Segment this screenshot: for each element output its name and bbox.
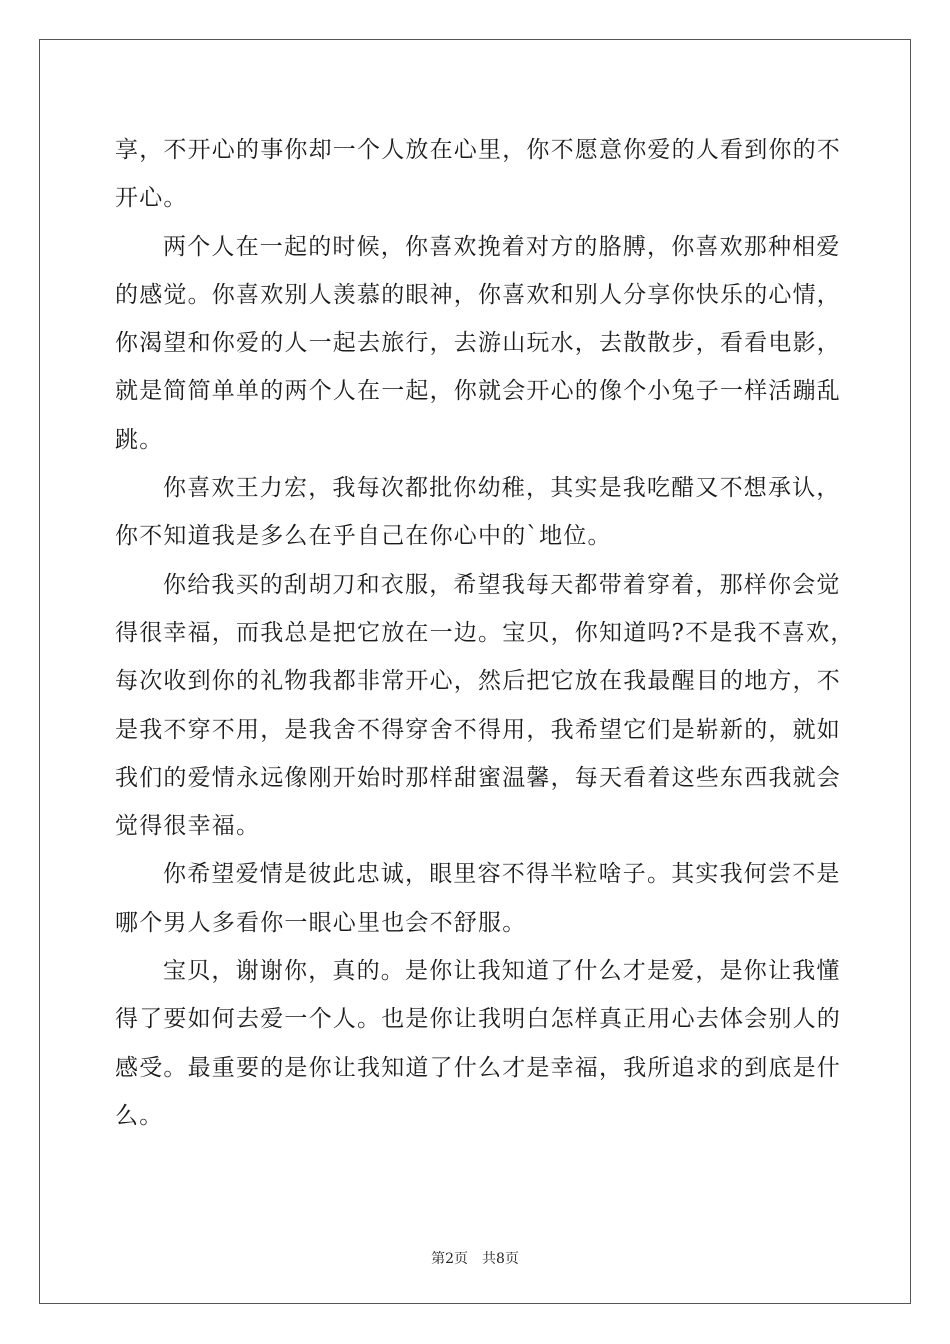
text-line: 两个人在一起的时候，你喜欢挽着对方的胳膊，你喜欢那种相爱 [163, 233, 841, 260]
text-line: 我们的爱情永远像刚开始时那样甜蜜温馨，每天看着这些东西我就会 [115, 764, 841, 791]
text-line: 感受。最重要的是你让我知道了什么才是幸福，我所追求的到底是什 [115, 1054, 841, 1081]
text-line: 你不知道我是多么在乎自己在你心中的`地位。 [115, 523, 612, 550]
text-line: 就是简简单单的两个人在一起，你就会开心的像个小兔子一样活蹦乱 [115, 378, 841, 405]
text-line: 你希望爱情是彼此忠诚，眼里容不得半粒啥子。其实我何尝不是 [163, 861, 841, 888]
text-line: 么。 [115, 1102, 164, 1129]
text-line: 跳。 [115, 426, 164, 453]
text-line: 宝贝，谢谢你，真的。是你让我知道了什么才是爱，是你让我懂 [163, 958, 841, 985]
text-line: 哪个男人多看你一眼心里也会不舒服。 [115, 909, 527, 936]
text-line: 每次收到你的礼物我都非常开心，然后把它放在我最醒目的地方，不 [115, 668, 841, 695]
text-line: 你给我买的刮胡刀和衣服，希望我每天都带着穿着，那样你会觉 [163, 571, 841, 598]
text-line: 享，不开心的事你却一个人放在心里，你不愿意你爱的人看到你的不 [115, 137, 841, 163]
page-footer [0, 1248, 950, 1268]
text-line: 是我不穿不用，是我舍不得穿舍不得用，我希望它们是崭新的，就如 [115, 716, 841, 743]
text-line: 的感觉。你喜欢别人羡慕的眼神，你喜欢和别人分享你快乐的心情， [115, 281, 841, 308]
text-line: 开心。 [115, 185, 188, 212]
text-line: 你喜欢王力宏，我每次都批你幼稚，其实是我吃醋又不想承认， [163, 475, 841, 502]
text-line: 你渴望和你爱的人一起去旅行，去游山玩水，去散散步，看看电影， [115, 330, 841, 357]
text-line: 得很幸福，而我总是把它放在一边。宝贝，你知道吗?不是我不喜欢， [115, 619, 855, 646]
text-line: 得了要如何去爱一个人。也是你让我明白怎样真正用心去体会别人的 [115, 1006, 841, 1033]
page-total: 共8页 [482, 1251, 519, 1267]
text-line: 觉得很幸福。 [115, 813, 261, 840]
page-number: 第2页 [431, 1251, 468, 1267]
document-body [115, 126, 855, 1140]
